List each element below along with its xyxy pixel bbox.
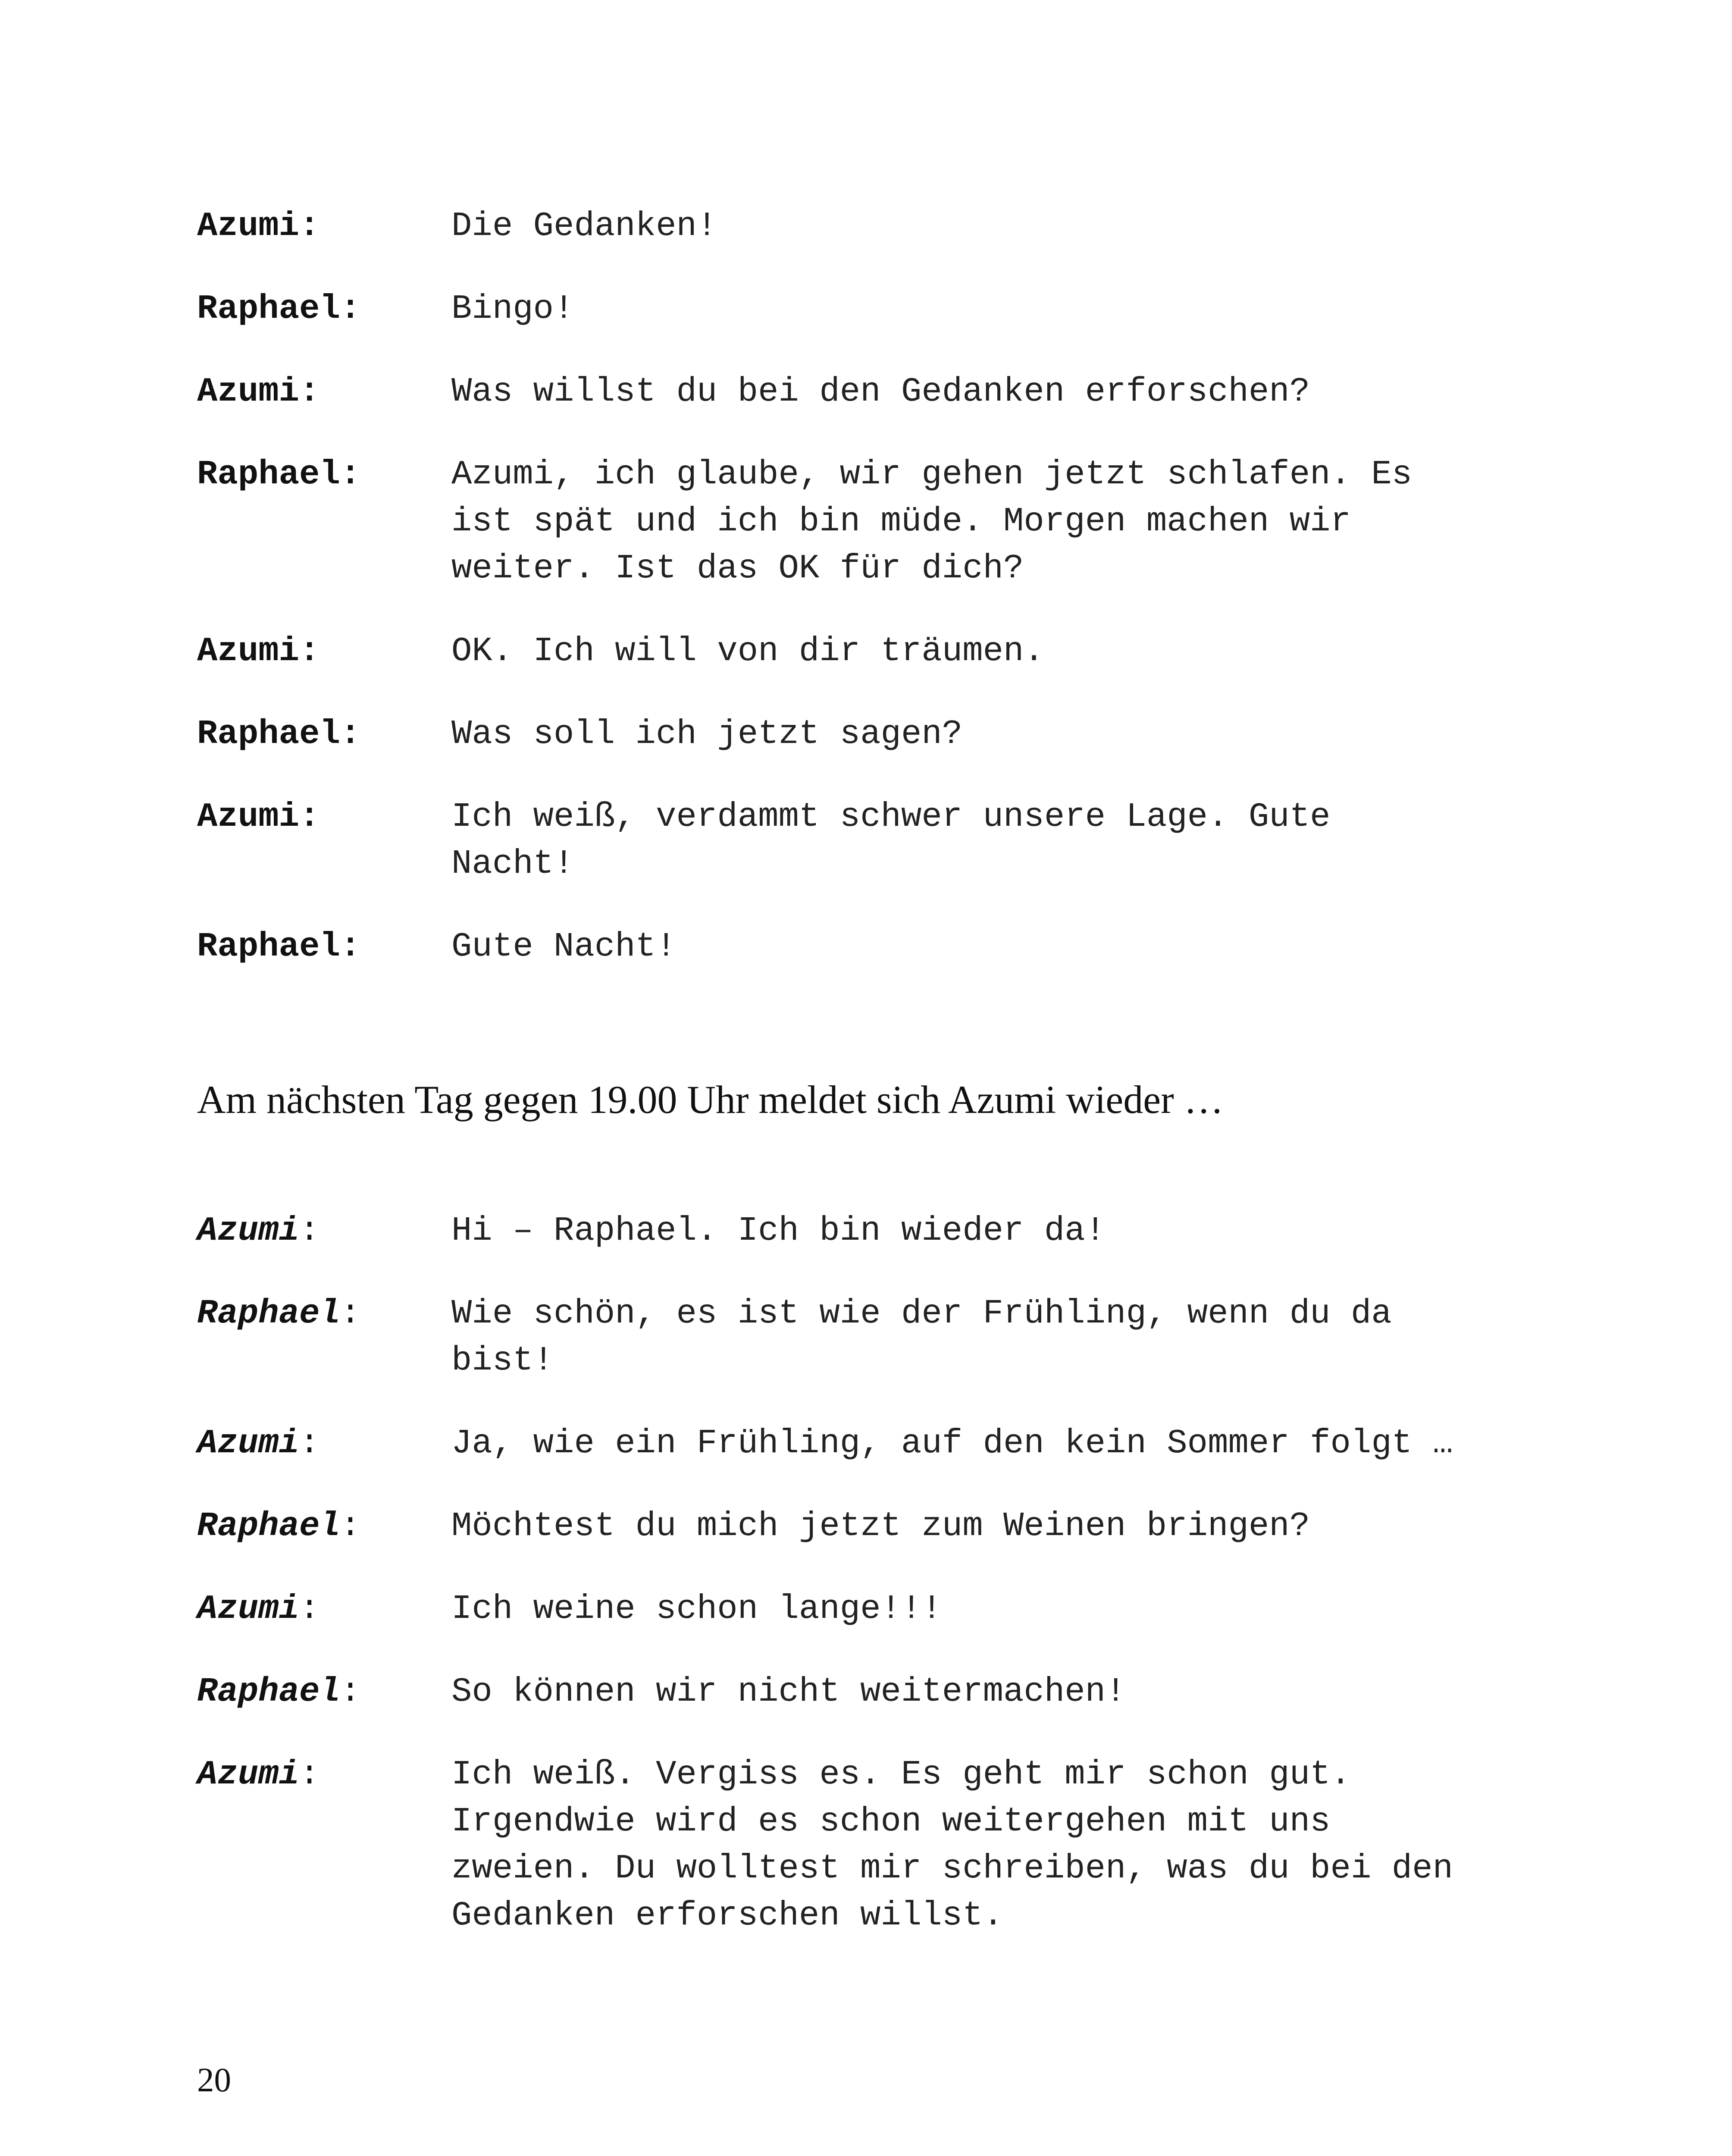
- dialogue-entry: [0, 451, 1732, 592]
- speaker-label: Raphael:: [197, 289, 361, 328]
- dialogue-line: Ich weiß, verdammt schwer unsere Lage. Gute Nacht!: [451, 797, 1331, 883]
- dialogue-line: Was willst du bei den Gedanken erforschen?: [451, 372, 1310, 411]
- dialogue-block-2: [0, 1207, 1732, 1975]
- dialogue-line: Gute Nacht!: [451, 927, 677, 966]
- speaker-label: Azumi:: [197, 797, 320, 836]
- speaker-label: Azumi:: [197, 372, 320, 411]
- dialogue-entry: [0, 1586, 1732, 1633]
- page-number: 20: [197, 2062, 231, 2099]
- dialogue-block-1: [0, 203, 1732, 1006]
- speaker-label: Raphael:: [197, 455, 361, 494]
- speaker-label: Azumi:: [197, 207, 320, 245]
- speaker-label: Azumi:: [197, 1424, 320, 1463]
- dialogue-entry: [0, 793, 1732, 887]
- speaker-label: Raphael:: [197, 714, 361, 753]
- dialogue-line: Die Gedanken!: [451, 207, 717, 245]
- dialogue-entry: [0, 285, 1732, 332]
- dialogue-entry: [0, 1290, 1732, 1384]
- speaker-label: Raphael:: [197, 1672, 361, 1711]
- dialogue-line: Was soll ich jetzt sagen?: [451, 714, 963, 753]
- dialogue-line: Ja, wie ein Frühling, auf den kein Sommer folgt …: [451, 1424, 1453, 1463]
- speaker-label: Raphael:: [197, 927, 361, 966]
- dialogue-entry: [0, 628, 1732, 675]
- dialogue-line: Ich weine schon lange!!!: [451, 1589, 942, 1628]
- dialogue-line: Bingo!: [451, 289, 574, 328]
- dialogue-entry: [0, 1668, 1732, 1715]
- speaker-label: Raphael:: [197, 1507, 361, 1545]
- dialogue-line: Azumi, ich glaube, wir gehen jetzt schlafen. Es ist spät und ich bin müde. Morgen machen wir weiter. Ist das OK für dich?: [451, 455, 1413, 588]
- speaker-label: Raphael:: [197, 1294, 361, 1333]
- section-heading: Am nächsten Tag gegen 19.00 Uhr meldet sich Azumi wieder …: [197, 1078, 1224, 1122]
- dialogue-entry: [0, 923, 1732, 970]
- speaker-label: Azumi:: [197, 1755, 320, 1794]
- dialogue-line: Hi – Raphael. Ich bin wieder da!: [451, 1211, 1106, 1250]
- speaker-label: Azumi:: [197, 1589, 320, 1628]
- dialogue-entry: [0, 368, 1732, 415]
- speaker-label: Azumi:: [197, 1211, 320, 1250]
- dialogue-entry: [0, 1503, 1732, 1550]
- dialogue-line: Wie schön, es ist wie der Frühling, wenn du da bist!: [451, 1294, 1392, 1380]
- dialogue-line: Ich weiß. Vergiss es. Es geht mir schon gut. Irgendwie wird es schon weitergehen mit uns zweien. Du wolltest mir schreiben, was du bei den Gedanken erforschen willst.: [451, 1755, 1453, 1935]
- dialogue-entry: [0, 203, 1732, 250]
- dialogue-line: So können wir nicht weitermachen!: [451, 1672, 1126, 1711]
- dialogue-line: Möchtest du mich jetzt zum Weinen bringen?: [451, 1507, 1310, 1545]
- dialogue-entry: [0, 1751, 1732, 1939]
- dialogue-line: OK. Ich will von dir träumen.: [451, 632, 1044, 671]
- speaker-label: Azumi:: [197, 632, 320, 671]
- dialogue-entry: [0, 1420, 1732, 1467]
- dialogue-entry: [0, 711, 1732, 758]
- dialogue-entry: [0, 1207, 1732, 1254]
